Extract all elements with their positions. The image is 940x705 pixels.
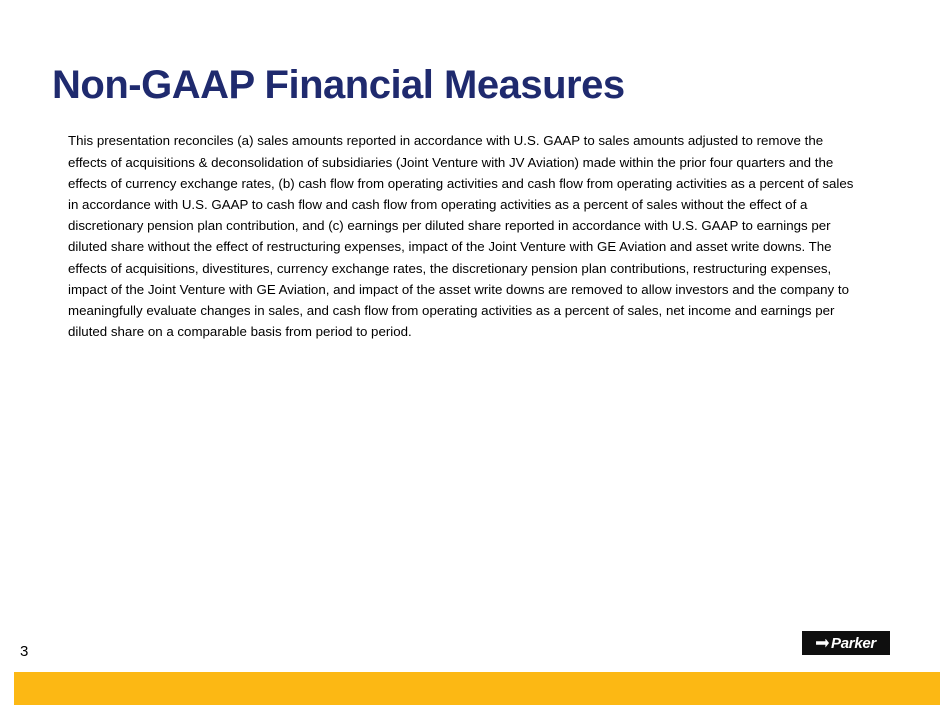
parker-logo <box>802 631 890 655</box>
page-title: Non-GAAP Financial Measures <box>52 62 625 107</box>
arrow-icon <box>816 639 829 648</box>
footer-accent-bar-gap <box>0 672 14 705</box>
footer-accent-bar <box>0 672 940 705</box>
logo-wordmark: Parker <box>831 634 876 652</box>
logo-inner <box>816 636 876 651</box>
page-number: 3 <box>20 643 29 660</box>
body-paragraph: This presentation reconciles (a) sales amounts reported in accordance with U.S. GAAP to sales amounts adjusted to remove the effects of acquisitions & deconsolidation of subsidiaries (Joint Venture with JV Aviation) made within the prior four quarters and the effects of currency exchange rates, (b) cash flow from operating activities and cash flow from operating activities as a percent of sales in accordance with U.S. GAAP to cash flow and cash flow from operating activities as a percent of sales without the effect of a discretionary pension plan contribution, and (c) earnings per diluted share reported in accordance with U.S. GAAP to earnings per diluted share without the effect of restructuring expenses, impact of the Joint Venture with GE Aviation and asset write downs. The effects of acquisitions, divestitures, currency exchange rates, the discretionary pension plan contributions, restructuring expenses, impact of the Joint Venture with GE Aviation, and impact of the asset write downs are removed to allow investors and the company to meaningfully evaluate changes in sales, and cash flow from operating activities as a percent of sales, net income and earnings per diluted share on a comparable basis from period to period. <box>68 133 854 340</box>
